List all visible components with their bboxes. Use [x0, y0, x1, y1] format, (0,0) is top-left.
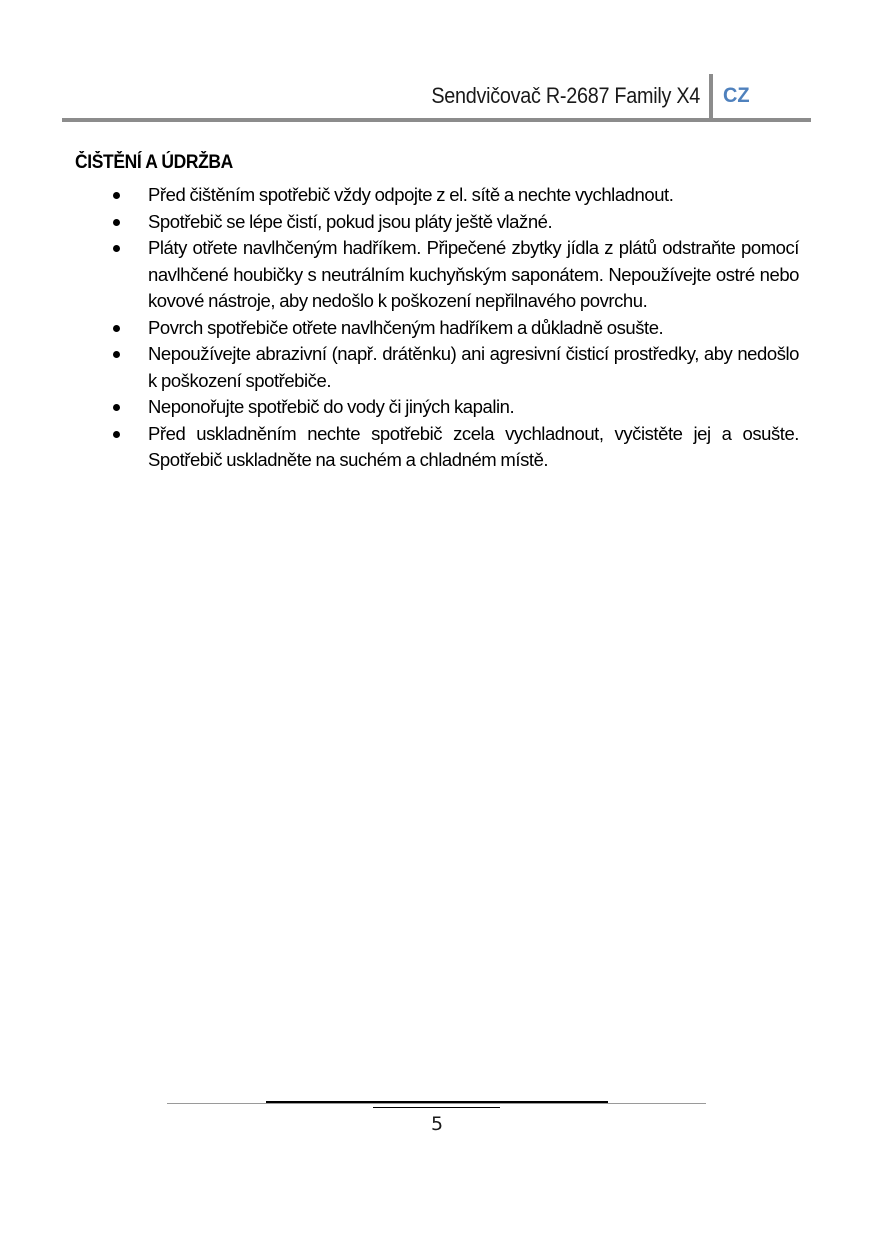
list-item [75, 394, 799, 421]
list-item [75, 209, 799, 236]
list-item-text: Spotřebič se lépe čistí, pokud jsou pláty ještě vlažné. [148, 210, 553, 232]
bullet-icon [113, 404, 120, 411]
bullet-icon [113, 219, 120, 226]
list-item [75, 315, 799, 342]
footer-rule-long [167, 1103, 706, 1104]
bullet-icon [113, 192, 120, 199]
list-item-text: Pláty otřete navlhčeným hadříkem. Připečené zbytky jídla z plátů odstraňte pomocí navlhčené houbičky s neutrálním kuchyňským saponátem. Nepoužívejte ostré nebo kovové nástroje, aby nedošlo k poškození nepřilnavého povrchu. [148, 237, 799, 311]
cleaning-instructions-list [75, 182, 799, 474]
page-content [75, 150, 799, 474]
list-item [75, 235, 799, 315]
bullet-icon [113, 351, 120, 358]
footer-rule-bold [266, 1101, 608, 1103]
header-divider-horizontal [62, 118, 811, 122]
bullet-icon [113, 325, 120, 332]
list-item-text: Před uskladněním nechte spotřebič zcela vychladnout, vyčistěte jej a osušte. Spotřebič uskladněte na suchém a chladném místě. [148, 422, 799, 470]
page-number: 5 [430, 1113, 444, 1135]
bullet-icon [113, 245, 120, 252]
list-item-text: Nepoužívejte abrazivní (např. drátěnku) ani agresivní čisticí prostředky, aby nedošlo k poškození spotřebiče. [148, 343, 799, 391]
language-badge: CZ [723, 84, 750, 107]
list-item-text: Před čištěním spotřebič vždy odpojte z el. sítě a nechte vychladnout. [148, 184, 674, 205]
list-item [75, 182, 799, 209]
bullet-icon [113, 431, 120, 438]
header-divider-vertical [709, 74, 713, 120]
list-item [75, 421, 799, 474]
section-heading: ČIŠTĚNÍ A ÚDRŽBA [75, 152, 233, 173]
document-header-title: Sendvičovač R-2687 Family X4 [431, 83, 700, 108]
list-item-text: Neponořujte spotřebič do vody či jiných kapalin. [148, 396, 515, 417]
list-item-text: Povrch spotřebiče otřete navlhčeným hadříkem a důkladně osušte. [148, 316, 664, 338]
list-item [75, 341, 799, 394]
footer-rule-short [373, 1107, 500, 1108]
